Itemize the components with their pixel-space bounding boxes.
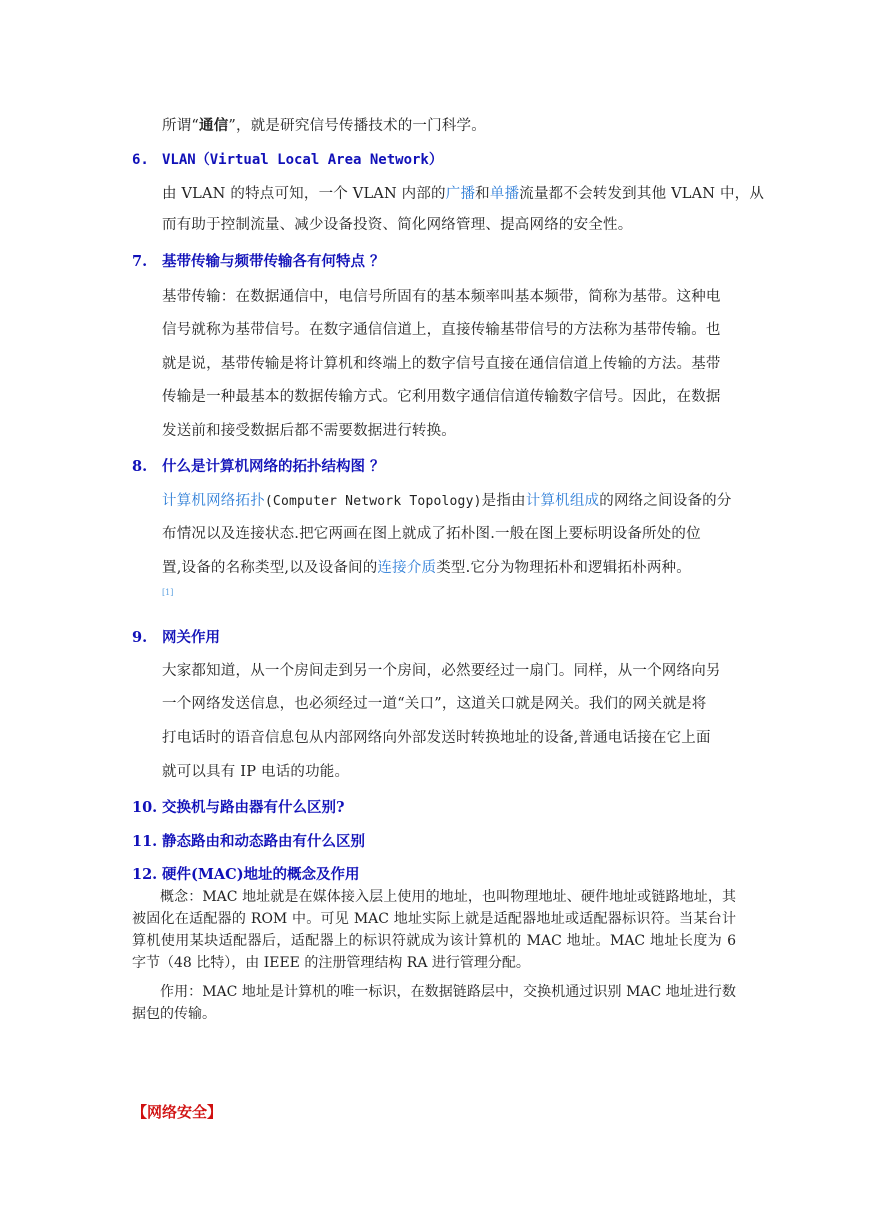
heading-8 bbox=[132, 455, 385, 476]
link-broadcast[interactable]: 广播 bbox=[445, 186, 476, 202]
link-network-topology[interactable]: 计算机网络拓扑 bbox=[162, 493, 265, 509]
heading-title: 硬件(MAC)地址的概念及作用 bbox=[162, 866, 360, 883]
heading-7 bbox=[132, 250, 385, 271]
s7-line-3: 就是说，基带传输是将计算机和终端上的数字信号直接在通信信道上传输的方法。基带 bbox=[162, 356, 721, 372]
s6-line-2: 而有助于控制流量、减少设备投资、简化网络管理、提高网络的安全性。 bbox=[162, 217, 633, 233]
s7-line-5: 发送前和接受数据后都不需要数据进行转换。 bbox=[162, 423, 456, 439]
section-title-network-security: 【网络安全】 bbox=[132, 1103, 223, 1121]
text-run: 置,设备的名称类型,以及设备间的 bbox=[162, 560, 378, 576]
link-computer-composition[interactable]: 计算机组成 bbox=[525, 493, 600, 509]
s8-line-1 bbox=[162, 489, 732, 510]
text-run: 和 bbox=[475, 186, 490, 202]
heading-number: 9. bbox=[132, 629, 148, 646]
s9-line-2: 一个网络发送信息，也必须经过一道“关口”，这道关口就是网关。我们的网关就是将 bbox=[162, 696, 707, 712]
s7-line-2: 信号就称为基带信号。在数字通信信道上，直接传输基带信号的方法称为基带传输。也 bbox=[162, 322, 721, 338]
heading-title: 基带传输与频带传输各有何特点 ？ bbox=[162, 253, 385, 270]
link-unicast[interactable]: 单播 bbox=[489, 186, 520, 202]
heading-6 bbox=[132, 149, 443, 169]
heading-11 bbox=[132, 830, 365, 851]
heading-number: 7. bbox=[132, 253, 148, 270]
heading-title: 什么是计算机网络的拓扑结构图 ？ bbox=[162, 458, 385, 475]
s8-line-3 bbox=[162, 556, 691, 577]
text-run: 是指由 bbox=[481, 493, 526, 509]
text-run: (Computer Network Topology) bbox=[264, 494, 482, 509]
citation-marker[interactable]: [1] bbox=[162, 588, 174, 597]
heading-number: 11. bbox=[132, 833, 158, 850]
intro-line bbox=[162, 114, 486, 135]
s7-line-4: 传输是一种最基本的数据传输方式。它利用数字通信信道传输数字信号。因此，在数据 bbox=[162, 389, 721, 405]
heading-12 bbox=[132, 863, 360, 884]
text-run: 的网络之间设备的分 bbox=[599, 493, 732, 509]
s7-line-1: 基带传输：在数据通信中，电信号所固有的基本频率叫基本频带，简称为基带。这种电 bbox=[162, 289, 721, 305]
heading-number: 8. bbox=[132, 458, 148, 475]
mac-concept-paragraph: 概念：MAC 地址就是在媒体接入层上使用的地址，也叫物理地址、硬件地址或链路地址，其被固化在适配器的 ROM 中。可见 MAC 地址实际上就是适配器地址或适配器标识符。当某台计算机使用某块适配器后，适配器上的标识符就成为该计算机的 MAC 地址。MAC 地址长度为 6 字节（48 比特），由 IEEE 的注册管理结构 RA 进行管理分配。 bbox=[132, 889, 736, 971]
text-run: 流量都不会转发到其他 VLAN 中，从 bbox=[519, 186, 765, 202]
link-connection-medium[interactable]: 连接介质 bbox=[377, 560, 437, 576]
heading-number: 6. bbox=[132, 152, 149, 168]
heading-number: 12. bbox=[132, 866, 158, 883]
s6-line-1 bbox=[162, 182, 764, 203]
text-run: 由 VLAN 的特点可知，一个 VLAN 内部的 bbox=[162, 186, 446, 202]
s9-line-1: 大家都知道，从一个房间走到另一个房间，必然要经过一扇门。同样，从一个网络向另 bbox=[162, 663, 721, 679]
text-run: 类型.它分为物理拓朴和逻辑拓朴两种。 bbox=[436, 560, 691, 576]
heading-title: 交换机与路由器有什么区别? bbox=[162, 799, 345, 816]
heading-title: 网关作用 bbox=[162, 629, 220, 646]
heading-10 bbox=[132, 796, 345, 817]
intro-bold-term: 通信 bbox=[199, 117, 229, 134]
heading-title: VLAN（Virtual Local Area Network） bbox=[162, 152, 443, 168]
heading-number: 10. bbox=[132, 799, 158, 816]
heading-9 bbox=[132, 626, 220, 647]
intro-prefix: 所谓“ bbox=[162, 118, 200, 134]
intro-suffix: ”，就是研究信号传播技术的一门科学。 bbox=[228, 118, 486, 134]
s8-line-2: 布情况以及连接状态.把它两画在图上就成了拓朴图.一般在图上要标明设备所处的位 bbox=[162, 526, 701, 542]
heading-title: 静态路由和动态路由有什么区别 bbox=[162, 833, 365, 850]
mac-function-paragraph: 作用：MAC 地址是计算机的唯一标识，在数据链路层中，交换机通过识别 MAC 地址进行数据包的传输。 bbox=[132, 984, 736, 1022]
s9-line-4: 就可以具有 IP 电话的功能。 bbox=[162, 764, 350, 780]
s9-line-3: 打电话时的语音信息包从内部网络向外部发送时转换地址的设备,普通电话接在它上面 bbox=[162, 730, 711, 746]
